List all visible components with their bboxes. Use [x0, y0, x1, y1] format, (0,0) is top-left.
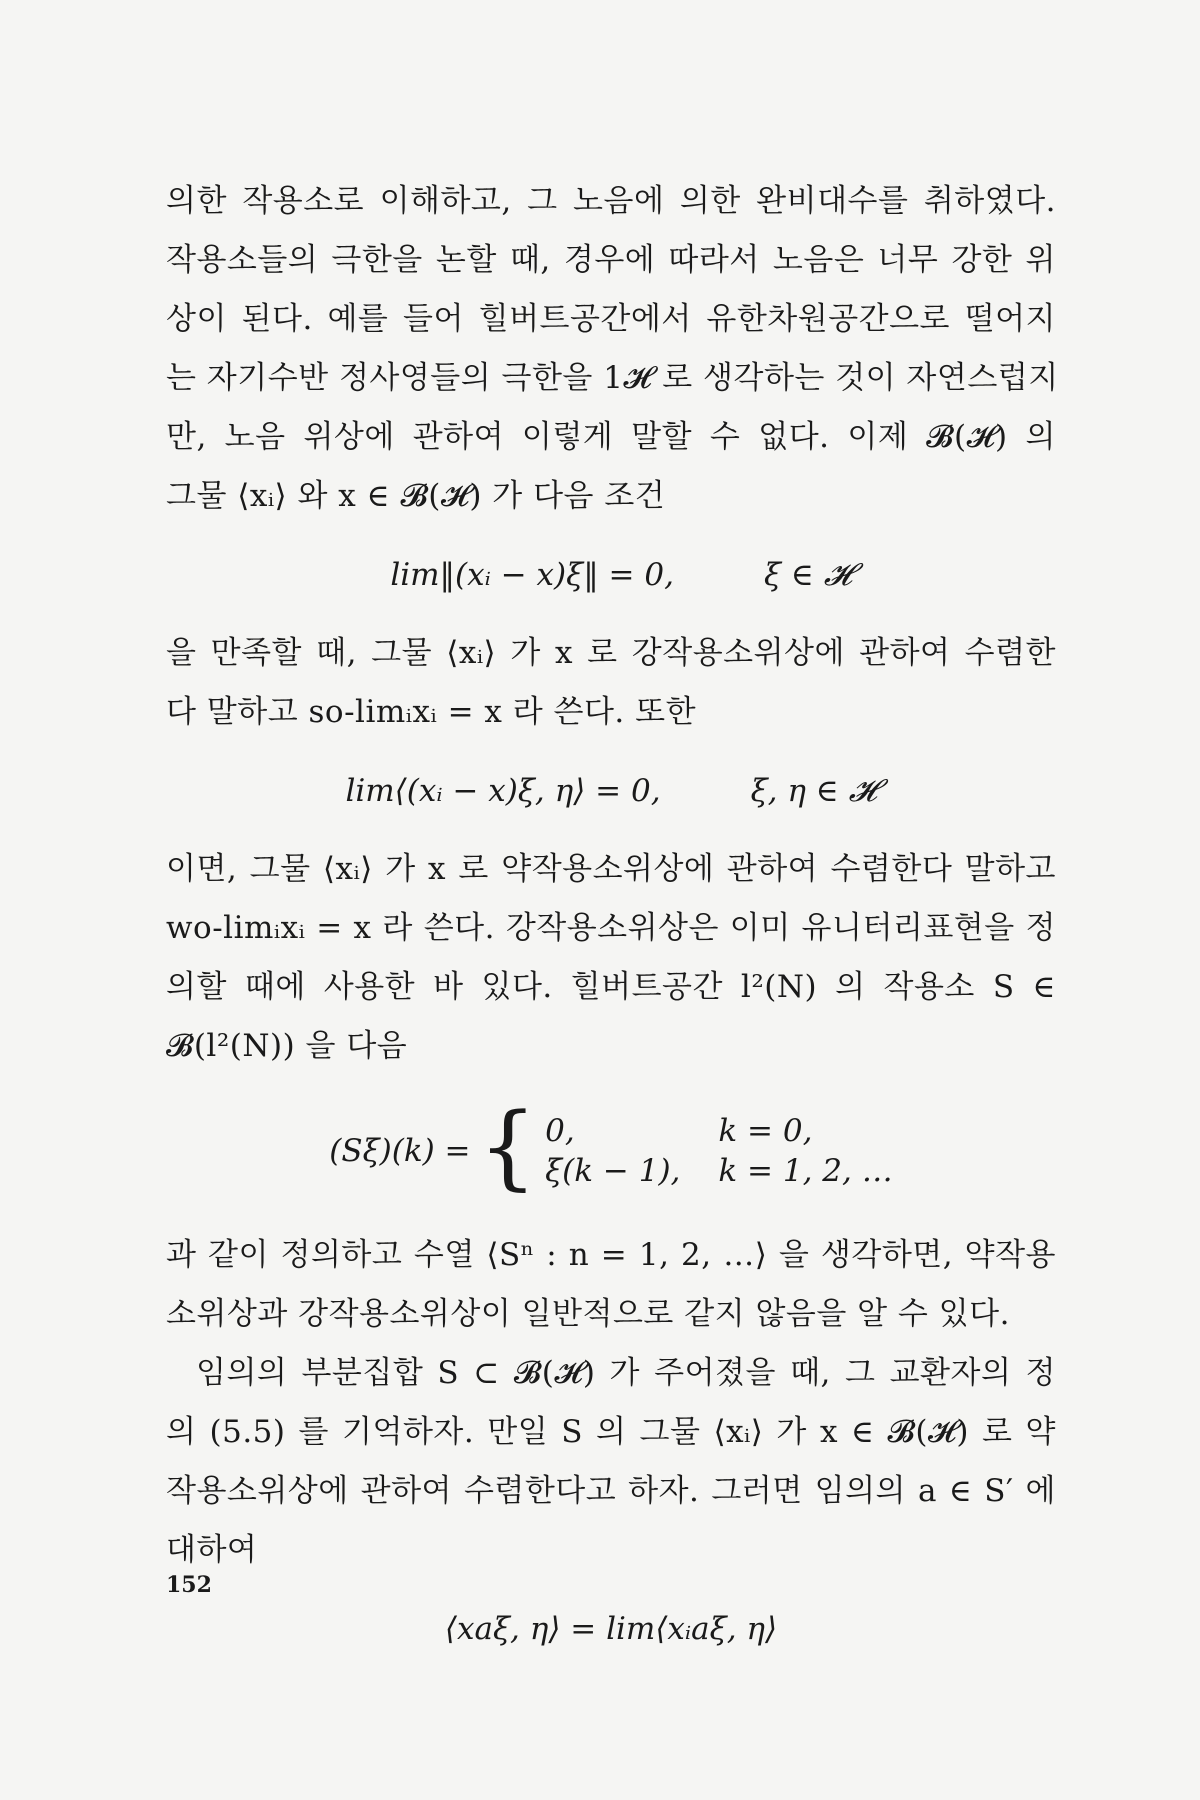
text-line: 의 (5.5) 를 기억하자. 만일 S 의 그물 ⟨xᵢ⟩ 가 x ∈ 𝓑(𝓗) 로 약	[166, 1414, 1056, 1450]
text-line: 의한 작용소로 이해하고, 그 노음에 의한 완비대수를 취하였다.	[166, 183, 1056, 219]
equation-shift-operator	[166, 1076, 1056, 1226]
case-condition: k = 1, 2, …	[718, 1153, 893, 1189]
text-line: wo-limᵢxᵢ = x 라 쓴다. 강작용소위상은 이미 유니터리표현을 정	[166, 910, 1056, 946]
equation-strong-limit	[166, 526, 1056, 624]
case-value: ξ(k − 1),	[545, 1153, 681, 1189]
text-line: 상이 된다. 예를 들어 힐버트공간에서 유한차원공간으로 떨어지	[166, 301, 1056, 337]
text-line: 는 자기수반 정사영들의 극한을 1𝓗 로 생각하는 것이 자연스럽지	[166, 360, 1059, 396]
text-line: 그물 ⟨xᵢ⟩ 와 x ∈ 𝓑(𝓗) 가 다음 조건	[166, 478, 666, 514]
case-value: 0,	[545, 1113, 575, 1149]
text-line: 이면, 그물 ⟨xᵢ⟩ 가 x 로 약작용소위상에 관하여 수렴한다 말하고	[166, 851, 1056, 887]
text-line: 작용소들의 극한을 논할 때, 경우에 따라서 노음은 너무 강한 위	[166, 242, 1056, 278]
text-line: 작용소위상에 관하여 수렴한다고 하자. 그러면 임의의 a ∈ S′ 에	[166, 1473, 1056, 1509]
equation-lhs: (Sξ)(k) =	[329, 1133, 471, 1169]
equation-domain: ξ, η ∈ 𝓗	[750, 772, 877, 809]
text-line: 𝓑(l²(N)) 을 다음	[166, 1028, 408, 1064]
equation-cases	[545, 1113, 893, 1189]
page-body	[166, 172, 1059, 1678]
case-condition: k = 0,	[718, 1113, 813, 1149]
text-line: 임의의 부분집합 S ⊂ 𝓑(𝓗) 가 주어졌을 때, 그 교환자의 정	[196, 1355, 1056, 1391]
text-line: 다 말하고 so-limᵢxᵢ = x 라 쓴다. 또한	[166, 694, 697, 730]
text-line: 과 같이 정의하고 수열 ⟨Sⁿ : n = 1, 2, …⟩ 을 생각하면, 약작용	[166, 1237, 1056, 1273]
equation-domain: ξ ∈ 𝓗	[763, 556, 852, 593]
text-line: 만, 노음 위상에 관하여 이렇게 말할 수 없다. 이제 𝓑(𝓗) 의	[166, 419, 1056, 455]
equation-commutant	[166, 1580, 1056, 1678]
text-line: 의할 때에 사용한 바 있다. 힐버트공간 l²(N) 의 작용소 S ∈	[166, 969, 1056, 1005]
text-line: 소위상과 강작용소위상이 일반적으로 같지 않음을 알 수 있다.	[166, 1296, 1010, 1332]
left-brace: {	[478, 1093, 538, 1200]
equation-lhs: ⟨xaξ, η⟩ = lim⟨xᵢaξ, η⟩	[444, 1611, 778, 1647]
text-line: 을 만족할 때, 그물 ⟨xᵢ⟩ 가 x 로 강작용소위상에 관하여 수렴한	[166, 635, 1056, 671]
equation-weak-limit	[166, 742, 1056, 840]
equation-lhs: lim⟨(xᵢ − x)ξ, η⟩ = 0,	[345, 773, 661, 809]
page-number: 152	[166, 1572, 212, 1598]
equation-lhs: lim‖(xᵢ − x)ξ‖ = 0,	[390, 557, 674, 593]
text-line: 대하여	[166, 1532, 258, 1568]
